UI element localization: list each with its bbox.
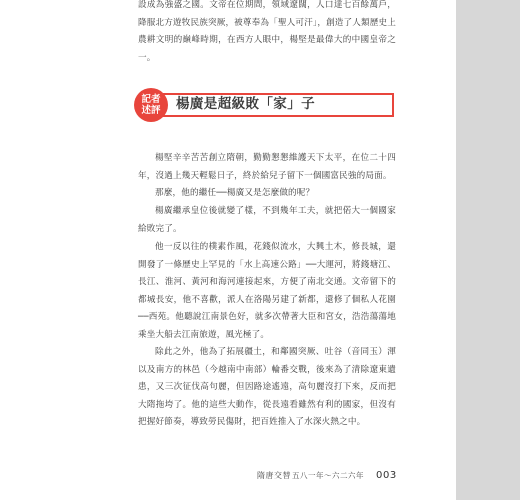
body-paragraph-4: 他一反以往的樸素作風，花錢似流水，大興土木，修長城，還開發了一條歷史上罕見的「水上高速公路」──大運河，將錢塘江、長江、淮河、黃河和海河連接起來，方便了南北交通。文帝留下的都城長安，他不喜歡，派人在洛陽另建了新都，還修了個私人花園──西苑。他聽說江南景色好，就多次帶著大臣和宮女，浩浩蕩蕩地乘坐大船去江南旅遊，風光極了。: [138, 242, 396, 340]
page-number: 003: [376, 470, 397, 481]
page-edge-background: [456, 0, 520, 500]
footer-chapter-title: 隋唐交替: [257, 471, 291, 480]
body-paragraph-3: 楊廣繼承皇位後就變了樣，不到幾年工夫，就把偌大一個國家給敗完了。: [138, 206, 396, 234]
body-paragraph-top: 設成為強盛之國。文帝在位期間，領域遼闊，人口達七百餘萬戶，降服北方遊牧民族突厥，被尊奉為「聖人可汗」，創造了人類歷史上農耕文明的巔峰時期，在西方人眼中，楊堅是最偉大的中國皇帝之一。: [138, 0, 397, 63]
body-paragraph-1: 楊堅辛辛苦苦創立隋朝，勤勤懇懇維護天下太平，在位二十四年，沒過上幾天輕鬆日子，終於給兒子留下一個國富民強的局面。: [138, 153, 396, 181]
section-heading: [134, 88, 394, 118]
badge-line-1: 記者: [141, 94, 161, 105]
reporter-commentary-badge: [134, 88, 168, 122]
body-paragraph-2: 那麼，他的繼任──楊廣又是怎麼做的呢？: [155, 188, 315, 198]
badge-line-2: 述評: [141, 105, 161, 116]
section-title: 楊廣是超級敗「家」子: [176, 96, 315, 112]
body-paragraph-5: 除此之外，他為了拓展疆土，和鄰國突厥、吐谷（音同玉）渾以及南方的林邑（今越南中南部）輪番交戰，後來為了清除遼東遺患，又三次征伐高句麗，但因路途遙遠，高句麗沒打下來，反而把大隋拖垮了。他的這些大動作，從長遠看雖然有利的國家，但沒有把握好節奏，導致勞民傷財，把百姓推入了水深火熱之中。: [138, 347, 396, 427]
page-footer: [0, 469, 400, 483]
footer-year-range: 五八一年～六二六年: [292, 471, 364, 480]
